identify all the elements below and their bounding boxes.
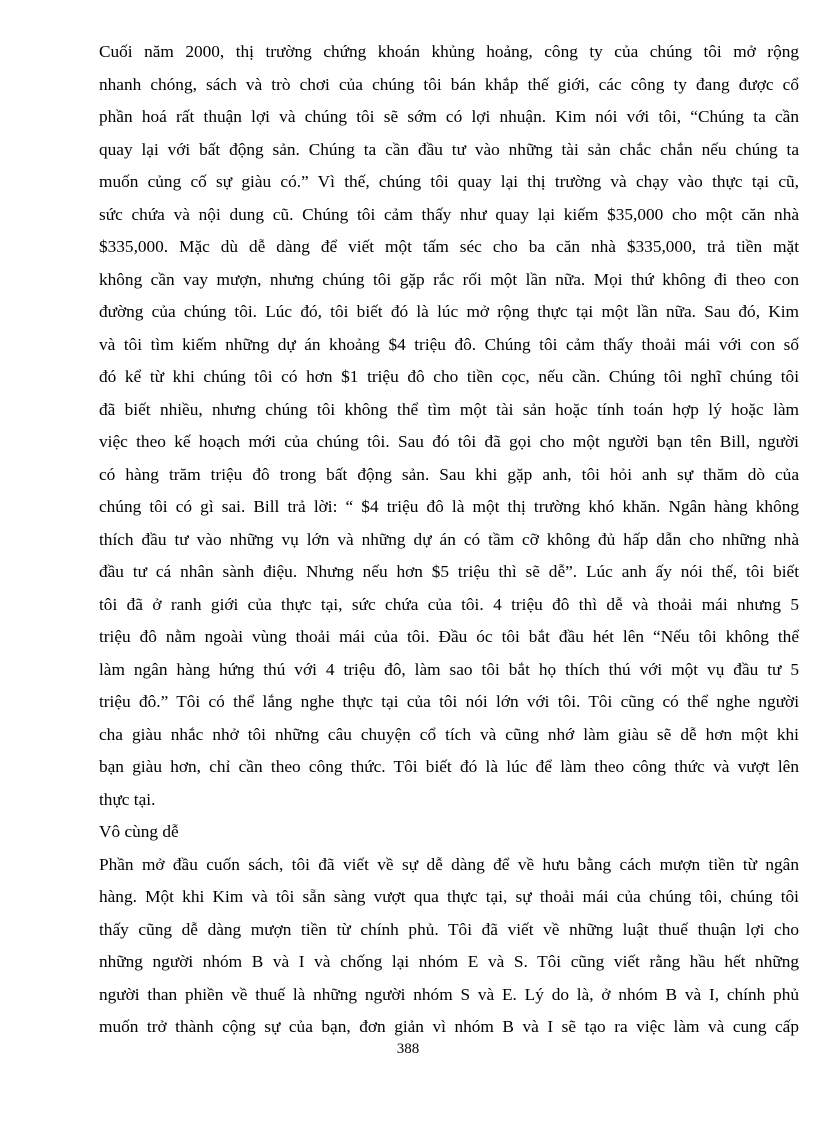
text-line: $335,000. Mặc dù dễ dàng để viết một tấm séc cho ba căn nhà $335,000, trả tiền mặt — [99, 237, 799, 256]
page-number: 388 — [396, 1041, 420, 1057]
document-body — [99, 36, 799, 1044]
text-line: làm ngân hàng hứng thú với 4 triệu đô, làm sao tôi bắt họ thích thú với một vụ đầu tư 5 — [99, 659, 799, 679]
text-line: bạn giàu hơn, chỉ cần theo công thức. Tôi biết đó là lúc để làm theo công thức và vượt lên — [99, 757, 799, 776]
text-line: đầu tư cá nhân sành điệu. Nhưng nếu hơn $5 triệu thì sẽ dễ”. Lúc anh ấy nói thế, tôi biết — [99, 562, 799, 581]
text-line: thấy cũng dễ dàng mượn tiền từ chính phủ. Tôi đã viết về những luật thuế thuận lợi cho — [99, 919, 799, 939]
paragraph-1 — [99, 36, 799, 816]
text-line: đã biết nhiều, nhưng chúng tôi không thể tìm một tài sản hoặc tính toán hợp lý hoặc làm — [99, 399, 799, 419]
text-line: đường của chúng tôi. Lúc đó, tôi biết đó là lúc mở rộng thực tại một lần nữa. Sau đó, Kim — [99, 302, 799, 321]
text-line: tôi đã ở ranh giới của thực tại, sức chứa của tôi. 4 triệu đô thì dễ và thoải mái nhưng 5 — [99, 594, 799, 614]
section-heading: Vô cùng dễ — [99, 822, 179, 841]
text-line: nhanh chóng, sách và trò chơi của chúng tôi bán khắp thế giới, các công ty đang được cổ — [99, 74, 799, 94]
text-line: triệu đô.” Tôi có thể lắng nghe thực tại của tôi nói lớn với tôi. Tôi cũng có thể nghe người — [99, 692, 799, 711]
text-line: có hàng trăm triệu đô trong bất động sản. Sau khi gặp anh, tôi hỏi anh sự thăm dò của — [99, 464, 799, 484]
text-line: thích đầu tư vào những vụ lớn và những dự án có tầm cỡ không đủ hấp dẫn cho những nhà — [99, 529, 799, 549]
text-line: quay lại với bất động sản. Chúng ta cần đầu tư vào những tài sản chắc chắn nếu chúng ta — [99, 139, 799, 159]
text-line: Cuối năm 2000, thị trường chứng khoán khủng hoảng, công ty của chúng tôi mở rộng — [99, 42, 799, 61]
text-line: không cần vay mượn, nhưng chúng tôi gặp rắc rối một lần nữa. Mọi thứ không đi theo con — [99, 269, 799, 289]
text-line: và tôi tìm kiếm những dự án khoảng $4 triệu đô. Chúng tôi cảm thấy thoải mái với con số — [99, 334, 799, 354]
text-line: việc theo kế hoạch mới của chúng tôi. Sau đó tôi đã gọi cho một người bạn tên Bill, người — [99, 432, 799, 451]
text-line: thực tại. — [99, 789, 156, 809]
text-line: Phần mở đầu cuốn sách, tôi đã viết về sự dễ dàng để về hưu bằng cách mượn tiền từ ngân — [99, 854, 799, 874]
text-line: người than phiền về thuế là những người nhóm S và E. Lý do là, ở nhóm B và I, chính phủ — [99, 984, 799, 1004]
text-line: triệu đô nằm ngoài vùng thoải mái của tôi. Đầu óc tôi bắt đầu hét lên “Nếu tôi không thể — [99, 627, 799, 646]
text-line: muốn củng cố sự giàu có.” Vì thế, chúng tôi quay lại thị trường và chạy vào thực tại cũ, — [99, 172, 799, 191]
text-line: hàng. Một khi Kim và tôi sẵn sàng vượt qua thực tại, sự thoải mái của chúng tôi, chúng tôi — [99, 887, 799, 906]
text-line: muốn trở thành cộng sự của bạn, đơn giản vì nhóm B và I sẽ tạo ra việc làm và cung cấp — [99, 1017, 799, 1036]
text-line: chúng tôi có gì sai. Bill trả lời: “ $4 triệu đô là một thị trường khó khăn. Ngân hàng không — [99, 497, 799, 516]
text-line: phần hoá rất thuận lợi và chúng tôi sẽ sớm có lợi nhuận. Kim nói với tôi, “Chúng ta cần — [99, 107, 799, 126]
text-line: những người nhóm B và I và chống lại nhóm E và S. Tôi cũng viết rằng hầu hết những — [99, 952, 799, 971]
paragraph-2 — [99, 849, 799, 1044]
text-line: cha giàu nhắc nhở tôi những câu chuyện cổ tích và cũng nhớ làm giàu sẽ dễ hơn một khi — [99, 724, 799, 744]
text-line: sức chứa và nội dung cũ. Chúng tôi cảm thấy như quay lại kiếm $35,000 cho một căn nhà — [99, 204, 799, 224]
text-line: đó kể từ khi chúng tôi có hơn $1 triệu đô cho tiền cọc, nếu cần. Chúng tôi nghĩ chúng tôi — [99, 367, 799, 386]
